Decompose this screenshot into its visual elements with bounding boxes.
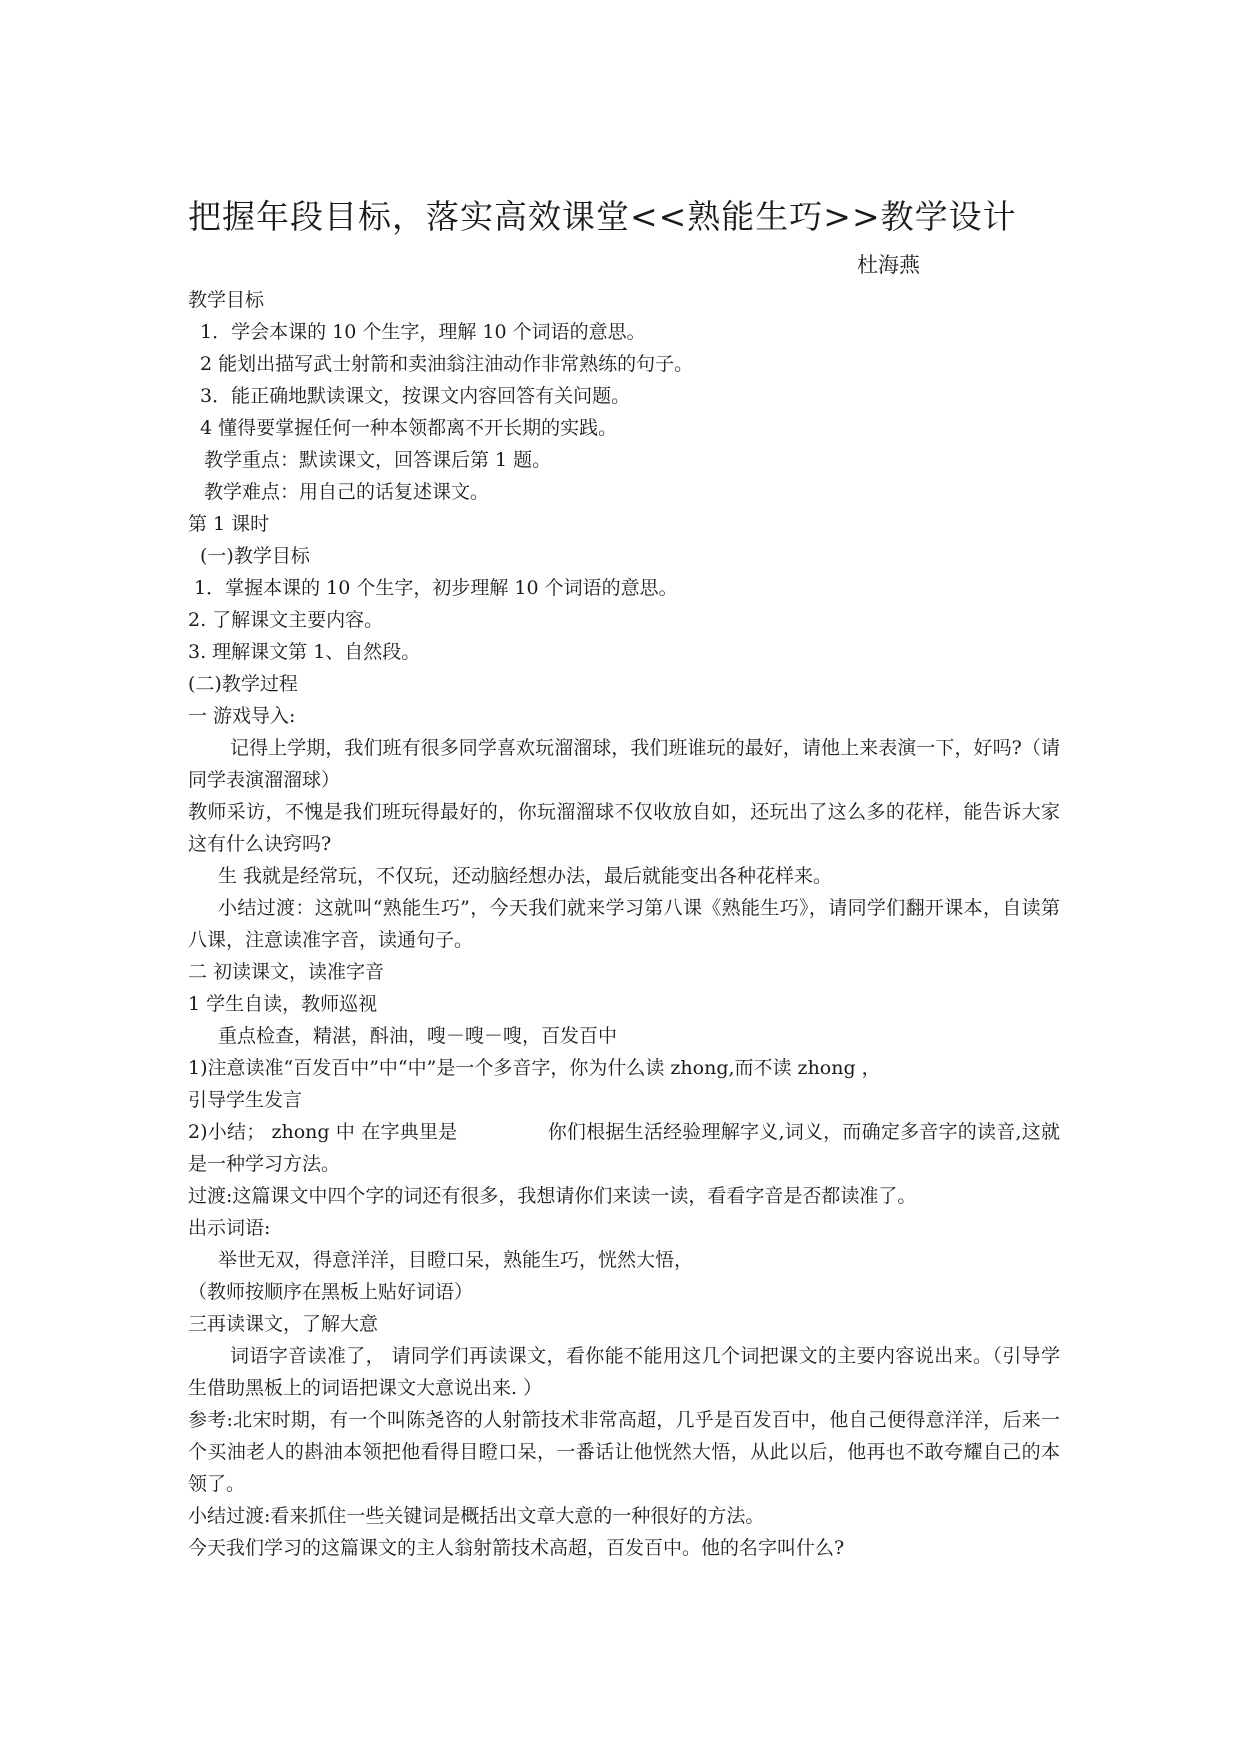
goal-item: 3．能正确地默读课文，按课文内容回答有关问题。 xyxy=(200,385,631,407)
difficult-point: 教学难点：用自己的话复述课文。 xyxy=(204,481,490,503)
step2-line: 1 学生自读，教师巡视 xyxy=(188,993,378,1015)
step2-check: 重点检查，精湛，酙油，嗖－嗖－嗖，百发百中 xyxy=(218,1025,618,1047)
step2-note: 1)注意读准“百发百中”中“中”是一个多音字，你为什么读 zhong,而不读 zhong ， xyxy=(188,1057,881,1079)
lesson-goals-heading: (一)教学目标 xyxy=(200,545,310,567)
lesson-title: 第 1 课时 xyxy=(188,513,270,535)
step3-paragraph: 词语字音读准了， 请同学们再读课文，看你能不能用这几个词把课文的主要内容说出来。（引导学生借助黑板上的词语把课文大意说出来. ） xyxy=(188,1345,1060,1399)
step2-show: 出示词语: xyxy=(188,1217,271,1239)
key-point: 教学重点：默读课文，回答课后第 1 题。 xyxy=(204,449,552,471)
author-name: 杜海燕 xyxy=(857,253,920,277)
step3-question: 今天我们学习的这篇课文的主人翁射箭技术高超，百发百中。他的名字叫什么? xyxy=(188,1537,845,1559)
step2-words: 举世无双，得意洋洋，目瞪口呆，熟能生巧，恍然大悟， xyxy=(218,1249,694,1271)
goals-heading: 教学目标 xyxy=(188,289,265,311)
step3-heading: 三再读课文，了解大意 xyxy=(188,1313,379,1335)
goal-item: 1．学会本课的 10 个生字，理解 10 个词语的意思。 xyxy=(200,321,646,343)
document-body xyxy=(188,284,1060,1564)
step2-note: 引导学生发言 xyxy=(188,1089,303,1111)
goal-item: 2 能划出描写武士射箭和卖油翁注油动作非常熟练的句子。 xyxy=(200,353,694,375)
process-heading: (二)教学过程 xyxy=(188,673,298,695)
document-title: 把握年段目标，落实高效课堂<<熟能生巧>>教学设计 xyxy=(188,197,1017,236)
step1-student: 生 我就是经常玩，不仅玩，还动脑经想办法，最后就能变出各种花样来。 xyxy=(218,865,833,887)
step2-board: （教师按顺序在黑板上贴好词语） xyxy=(188,1281,474,1303)
lesson-goal-item: 1．掌握本课的 10 个生字，初步理解 10 个词语的意思。 xyxy=(194,577,678,599)
step1-paragraph: 记得上学期，我们班有很多同学喜欢玩溜溜球，我们班谁玩的最好，请他上来表演一下，好吗?（请同学表演溜溜球） xyxy=(188,737,1060,791)
goal-item: 4 懂得要掌握任何一种本领都离不开长期的实践。 xyxy=(200,417,618,439)
step1-summary: 小结过渡：这就叫“熟能生巧”，今天我们就来学习第八课《熟能生巧》，请同学们翻开课本，自读第八课，注意读准字音，读通句子。 xyxy=(188,897,1060,951)
step1-heading: 一 游戏导入: xyxy=(188,705,296,727)
step3-summary: 小结过渡:看来抓住一些关键词是概括出文章大意的一种很好的方法。 xyxy=(188,1505,765,1527)
step2-heading: 二 初读课文，读准字音 xyxy=(188,961,385,983)
lesson-goal-item: 3. 理解课文第 1、自然段。 xyxy=(188,641,421,663)
step2-note2-part: 2)小结； zhong 中 在字典里是 xyxy=(188,1121,458,1143)
step2-note2-part: 你们根据生活经验理解字义,词义，而确定多音字的读音,这就是一种学习方法。 xyxy=(188,1121,1060,1175)
lesson-goal-item: 2. 了解课文主要内容。 xyxy=(188,609,384,631)
step2-transition: 过渡:这篇课文中四个字的词还有很多，我想请你们来读一读，看看字音是否都读准了。 xyxy=(188,1185,917,1207)
step2-note2 xyxy=(188,1116,1060,1180)
step3-reference: 参考:北宋时期，有一个叫陈尧咨的人射箭技术非常高超，几乎是百发百中，他自己便得意洋洋，后来一个买油老人的斟油本领把他看得目瞪口呆，一番话让他恍然大悟，从此以后，他再也不敢夸耀自己的本领了。 xyxy=(188,1409,1060,1495)
step1-paragraph: 教师采访，不愧是我们班玩得最好的，你玩溜溜球不仅收放自如，还玩出了这么多的花样，能告诉大家这有什么诀窍吗? xyxy=(188,801,1060,855)
